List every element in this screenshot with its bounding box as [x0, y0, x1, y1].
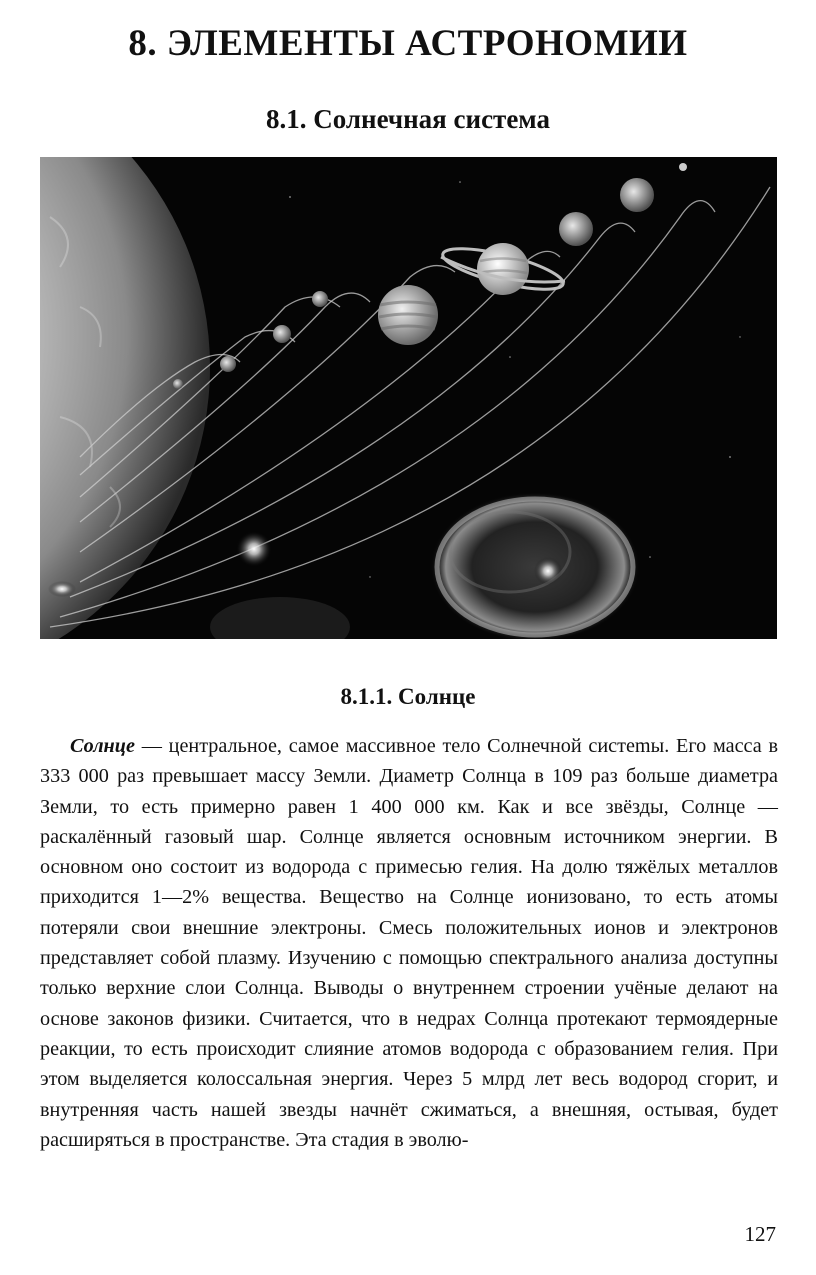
page-number: 127	[744, 1222, 776, 1246]
solar-system-illustration-icon	[40, 157, 777, 639]
body-paragraph	[40, 731, 778, 1155]
paragraph-text: — центральное, самое массивное тело Солнечной систеmы. Его масса в 333 000 раз превышает массу Земли. Диаметр Солнца в 109 раз больше диаметра Земли, то есть примерно равен 1 400 000 км. Как и все звёзды, Солнце — раскалённый газовый шар. Солнце является основным источником энергии. В основном оно состоит из водорода с примесью гелия. На долю тяжёлых металлов приходится 1—2% вещества. Вещество на Солнце ионизовано, то есть атомы потеряли свои внешние электроны. Смесь положительных ионов и электронов представляет собой плазму. Изучению с помощью спектрального анализа доступны только верхние слои Солнца. Выводы о внутреннем строении учёные делают на основе законов физики. Считается, что в недрах Солнца протекают термоядерные реакции, то есть происходит слияние атомов водорода с образованием гелия. При этом выделяется колоссальная энергия. Через 5 млрд лет весь водород сгорит, и внутренняя часть нашей звезды начнёт сжиматься, а внешняя, остывая, будет расширяться в пространстве. Эта стадия в эволю-	[40, 735, 778, 1151]
chapter-title: 8. ЭЛЕМЕНТЫ АСТРОНОМИИ	[128, 23, 688, 64]
term-sun: Солнце	[70, 735, 135, 757]
solar-system-figure	[40, 157, 777, 639]
subsection-title: 8.1.1. Солнце	[340, 684, 476, 709]
section-title: 8.1. Солнечная система	[265, 104, 551, 134]
